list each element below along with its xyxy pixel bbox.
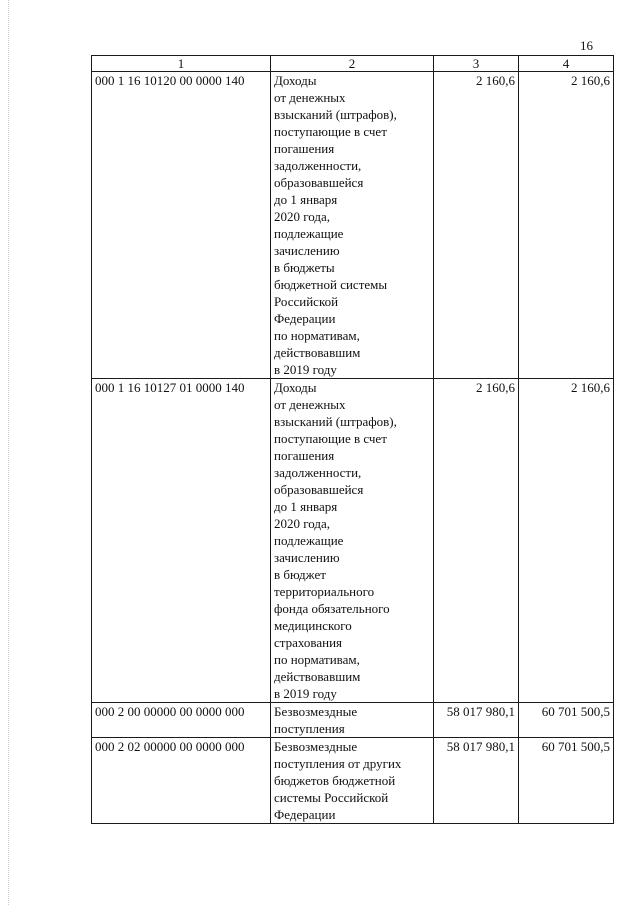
income-name-line: фонда обязательного bbox=[274, 601, 390, 616]
income-name-line: до 1 января bbox=[274, 499, 338, 514]
amount-col4-cell: 60 701 500,5 bbox=[519, 703, 614, 738]
amount-col4-cell: 2 160,6 bbox=[519, 72, 614, 379]
amount-col3-cell: 58 017 980,1 bbox=[434, 738, 519, 824]
column-header-4: 4 bbox=[519, 56, 614, 72]
column-header-1: 1 bbox=[92, 56, 271, 72]
table-row bbox=[92, 379, 614, 703]
budget-code-cell: 000 2 02 00000 00 0000 000 bbox=[92, 738, 271, 824]
income-name-line: 2020 года, bbox=[274, 209, 331, 224]
income-name-line: зачислению bbox=[274, 243, 340, 258]
income-name-line: Доходы bbox=[274, 380, 317, 395]
income-name-line: Федерации bbox=[274, 807, 336, 822]
income-name-line: взысканий (штрафов), bbox=[274, 107, 397, 122]
column-header-3: 3 bbox=[434, 56, 519, 72]
amount-col3-cell: 2 160,6 bbox=[434, 72, 519, 379]
income-name-line: Федерации bbox=[274, 311, 336, 326]
income-name-line: подлежащие bbox=[274, 533, 344, 548]
income-name-line: по нормативам, bbox=[274, 328, 360, 343]
column-header-2: 2 bbox=[271, 56, 434, 72]
income-name-line: действовавшим bbox=[274, 669, 361, 684]
table-header-row bbox=[92, 56, 614, 72]
income-name-line: погашения bbox=[274, 141, 335, 156]
income-name-line: Безвозмездные bbox=[274, 739, 358, 754]
income-name-line: Доходы bbox=[274, 73, 317, 88]
income-name-line: системы Российской bbox=[274, 790, 389, 805]
income-name-line: медицинского bbox=[274, 618, 352, 633]
income-name-line: от денежных bbox=[274, 397, 346, 412]
income-name-line: поступления от других bbox=[274, 756, 402, 771]
table-row bbox=[92, 738, 614, 824]
income-name-line: Безвозмездные bbox=[274, 704, 358, 719]
income-name-line: поступления bbox=[274, 721, 345, 736]
scan-edge-artifact bbox=[8, 0, 9, 905]
income-name-line: образовавшейся bbox=[274, 482, 364, 497]
income-name-line: в бюджеты bbox=[274, 260, 335, 275]
amount-col3-cell: 58 017 980,1 bbox=[434, 703, 519, 738]
income-name-line: Российской bbox=[274, 294, 339, 309]
income-name-line: бюджетов бюджетной bbox=[274, 773, 396, 788]
page-number: 16 bbox=[580, 38, 593, 53]
income-name-line: поступающие в счет bbox=[274, 124, 387, 139]
income-name-line: от денежных bbox=[274, 90, 346, 105]
amount-col4-cell: 2 160,6 bbox=[519, 379, 614, 703]
budget-code-cell: 000 1 16 10120 00 0000 140 bbox=[92, 72, 271, 379]
income-name-line: взысканий (штрафов), bbox=[274, 414, 397, 429]
income-name-line: территориального bbox=[274, 584, 375, 599]
income-name-line: в 2019 году bbox=[274, 686, 337, 701]
income-name-line: поступающие в счет bbox=[274, 431, 387, 446]
table-body bbox=[92, 72, 614, 824]
income-name-line: до 1 января bbox=[274, 192, 338, 207]
income-name-cell bbox=[271, 703, 434, 738]
amount-col3-cell: 2 160,6 bbox=[434, 379, 519, 703]
income-name-line: зачислению bbox=[274, 550, 340, 565]
income-name-line: в 2019 году bbox=[274, 362, 337, 377]
income-name-line: 2020 года, bbox=[274, 516, 331, 531]
income-name-cell bbox=[271, 738, 434, 824]
income-name-line: действовавшим bbox=[274, 345, 361, 360]
budget-table bbox=[91, 55, 614, 824]
income-name-cell bbox=[271, 379, 434, 703]
income-name-line: образовавшейся bbox=[274, 175, 364, 190]
table-row bbox=[92, 703, 614, 738]
income-name-line: задолженности, bbox=[274, 465, 362, 480]
income-name-line: погашения bbox=[274, 448, 335, 463]
income-name-line: по нормативам, bbox=[274, 652, 360, 667]
budget-code-cell: 000 1 16 10127 01 0000 140 bbox=[92, 379, 271, 703]
amount-col4-cell: 60 701 500,5 bbox=[519, 738, 614, 824]
table-row bbox=[92, 72, 614, 379]
income-name-line: задолженности, bbox=[274, 158, 362, 173]
income-name-line: подлежащие bbox=[274, 226, 344, 241]
income-name-line: бюджетной системы bbox=[274, 277, 388, 292]
income-name-line: страхования bbox=[274, 635, 343, 650]
budget-code-cell: 000 2 00 00000 00 0000 000 bbox=[92, 703, 271, 738]
income-name-cell bbox=[271, 72, 434, 379]
income-name-line: в бюджет bbox=[274, 567, 326, 582]
